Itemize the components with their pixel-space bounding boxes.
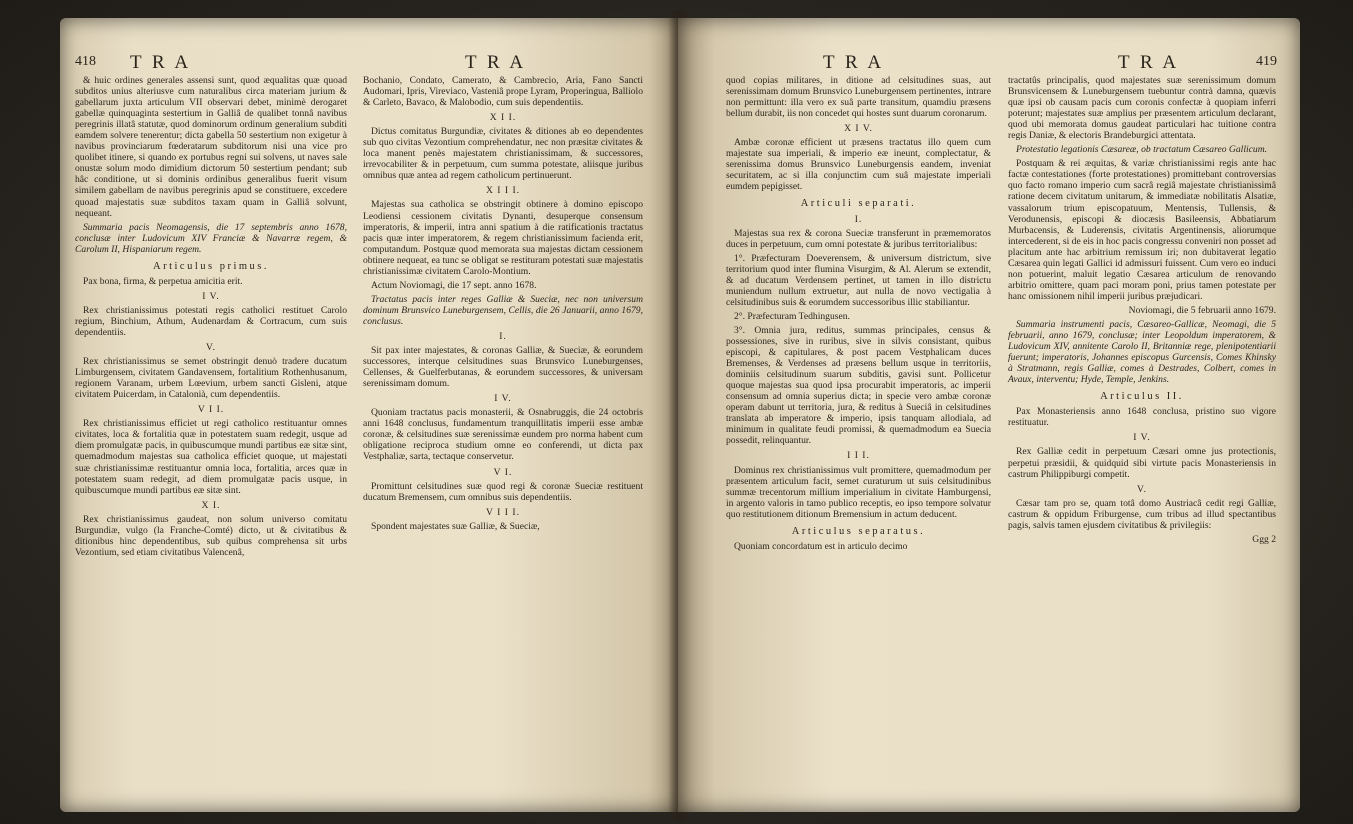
paragraph: Ambæ coronæ efficient ut præsens tractatus illo quem cum majestate sua imperiali, & imperio eæ ineunt, complectatur, & serenissima domus Brunsvico Luneburgensis eandem, inveniat securitatem, ac si illa conjunctim cum suâ majestate imperiali eumdem pepigisset. (726, 137, 991, 193)
paragraph: Pax bona, firma, & perpetua amicitia erit. (83, 275, 243, 287)
paragraph: Postquam & rei æquitas, & variæ christianissimi regis ante hac factæ contestationes (forte protestationes) promittebant controversias quo facto romano imperio cum sacrâ regiâ majestate christianissimâ ratione decem civitatum unitarum, & immediatæ nobilitatis Alsatiæ, vassalorum trium episcopatuum, Mentensis, Tullensis, & Verodunensis, episcopi & diocæsis Basileensis, Abbatiarum Murbacensis, & Luderensis, civitatis Argentinensis, aliorumque intercederent, si de eis in hoc pacis congressu conveniri non posset ad placitum ante hac arbitrium remissum iri; non dubitaverat legatio Cæsarea quin legati Gallici id admissuri fuissent. Cum vero eo induci non potuerint, maluit legatio Cæsarea articulum de renovando arbitrio omittere, quam paci moram poni, prius tamen potestate per hanc omissionem nihil imperii juribus præjudicari. (1008, 158, 1277, 302)
paragraph: 3°. Omnia jura, reditus, summas principales, census & possessiones, sive in ruribus, sive in silvis consistant, quibus episcopi, & capitulares, & post pacem Vestphalicam duces Bremenses, & Verdenses ad præsens bellum usque in territoriis, dominiis celsitudinum suarum subditis, gavisi sunt. Pollicetur quoque majestas sua quod ipsa procurabit imperatoris, ac imperii consensum ad omnia superius dicta; in specie vero ambæ coronæ operam dabunt ut territoria, jura, & reditus à Sueciâ in celsitudines translata ab imperatore & imperio, ipsis tanquam allodiala, ad minimum in qualitate feudi promissi, & quemadmodum ea Suecia possedit, relinquantur. (726, 324, 991, 447)
summary-heading: Summaria instrumenti pacis, Cæsareo-Gallicæ, Neomagi, die 5 februarii, anno 1679, conclusæ; inter Leopoldum imperatorem, & Ludovicum XIV, annitente Carolo II, Britanniæ rege, plenipotentiarii fuerunt; imperatoris, Johannes episcopus Gurcensis, Comes Khinsky à Stratmann, regis Galliæ, comes à Destrades, Colbert, comes in Avaux, interventu; Hyde, Temple, Jenkins. (1008, 318, 1276, 386)
right-column-2 (1008, 75, 1276, 548)
section-heading: X I V. (844, 123, 873, 135)
paragraph: Bochanio, Condato, Camerato, & Cambrecio, Aria, Fano Sancti Audomari, Ipris, Vireviaco, Vasteniâ prope Lyram, Properingua, Balliolo & Carleto, Bavaco, & Malobodio, cum suis dependentiis. (363, 75, 643, 109)
paragraph: tractatûs principalis, quod majestates suæ serenissimum domum Brunsvicensem & Luneburgensem tuebuntur contrà damna, quævis quæ ipsi ob causam pacis cum coronis confectæ à quopiam inferri poterunt; majestates suæ amplius per præsentem articulum declarant, quod ubi memorata domus gaudeat particulari hac tuitione contra regis Daniæ, & electoris Brandeburgici attentata. (1008, 75, 1276, 142)
summary-heading: Summaria pacis Neomagensis, die 17 septembris anno 1678, conclusæ inter Ludovicum XIV Franciæ & Navarræ regem, & Carolum II, Hispaniarum regem. (75, 221, 347, 255)
paragraph: 2°. Præfecturam Tedhingusen. (734, 310, 850, 322)
paragraph: Quoniam tractatus pacis monasterii, & Osnabruggis, die 24 octobris anni 1648 conclusus, fundamentum tranquillitatis imperii esse ambæ coronæ, & celsitudines suæ serenissimæ eundem pro norma habent cum obligatione reciproca studium omne eo conferendi, ut dicta pax Vestphaliæ, sarta, tectaque conservetur. (363, 407, 643, 463)
section-heading: Articulus II. (1100, 391, 1184, 403)
paragraph: quod copias militares, in ditione ad celsitudines suas, aut serenissimam domum Brunsvico Luneburgensem pertinentes, intrare non permittunt: illa vero ex suâ parte transitum, quamdiu præsens bellum durabit, iis non concedet qui hostes sunt duarum coronarum. (726, 75, 991, 120)
right-page (678, 18, 1300, 812)
paragraph: Noviomagi, die 5 februarii anno 1679. (1128, 304, 1276, 316)
right-running-head-a: T R A (823, 52, 885, 73)
left-column-1 (75, 75, 347, 561)
section-heading: X I I. (489, 112, 517, 124)
section-heading: V I I I. (486, 506, 520, 518)
section-heading: Articulus separatus. (791, 525, 926, 537)
right-running-head-b: T R A (1118, 52, 1180, 73)
paragraph: Rex christianissimus se semet obstringit denuò tradere ducatum Limburgensem, civitatem Gandavensem, fortalitium Rothenhusanum, regionem Varanam, urbem Lœevium, urbem sancti Gisleni, atque civitatem Puicerdam, in Catalonià, cum dependentiis. (75, 356, 347, 401)
right-column-1 (726, 75, 991, 555)
left-running-head-a: T R A (130, 52, 192, 73)
section-heading: V. (205, 342, 217, 354)
section-heading: I I I. (847, 450, 870, 462)
section-heading: I V. (202, 290, 220, 302)
left-page (60, 18, 678, 812)
summary-heading: Tractatus pacis inter reges Galliæ & Sueciæ, nec non universum dominum Brunsvico Luneburgensem, Cellis, die 26 Januarii, anno 1679, conclusus. (363, 293, 643, 327)
paragraph: Rex Galliæ cedit in perpetuum Cæsari omne jus protectionis, perpetui præsidii, & quidquid sibi virtute pacis Monasteriensis in castrum Philippiburgi competit. (1008, 446, 1276, 480)
paragraph: Rex christianissimus gaudeat, non solum universo comitatu Burgundiæ, vulgo (la Franche-Comté) dicto, ut & civitatibus & ditionibus hinc dependentibus, sub quibus comprehensa sit urbs Vezontium, sed etiam civitatibus Valencenâ, (75, 513, 347, 558)
paragraph: Dictus comitatus Burgundiæ, civitates & ditiones ab eo dependentes sub quo civitas Vezontium comprehendatur, nec non præsitæ civitates & loca manent penès majestatem christianissimam, & successores, irrevocabiliter & in perpetuum, cum summa potestate, aliisque juribus omnibus quæ antea ad regem catholicum pertinuerunt. (363, 126, 643, 182)
summary-heading: Protestatio legationis Cæsareæ, ob tractatum Cæsareo Gallicum. (1016, 144, 1268, 156)
paragraph: Spondent majestates suæ Galliæ, & Sueciæ, (371, 520, 540, 532)
section-heading: V I I. (197, 404, 225, 416)
section-heading: V I. (493, 466, 513, 478)
paragraph: Cæsar tam pro se, quam totâ domo Austriacâ cedit regi Galliæ, castrum & oppidum Friburgense, cum tribus ad illud spectantibus pagis, salvis tamen ejusdem civitatibus & privilegiis: (1008, 497, 1276, 531)
paragraph: Quoniam concordatum est in articulo decimo (734, 540, 908, 552)
paragraph: 1°. Præfecturam Doeverensem, & universum districtum, sive territorium quod inter flumina Visurgim, & Al. Alerum se extendit, & ad ducatum Verdensem pertinet, ut tamen in illo districtu muniendum nullum extruetur, aut nulla de novo vectigalia à celsitudinibus suis & eorumdem successoribus illic stabiliantur. (726, 252, 991, 308)
paragraph: & huic ordines generales assensi sunt, quod æqualitas quæ quoad subditos unius alteriusve cum naturalibus circa materiam jurium & gabellarum juxta articulum VII observari debet, minimè derogaret gabellæ quinquaginta sestertium in Galliâ de qualibet tonnâ navibus peregrinis illatâ statutæ, quod dominorum ordinum generalium subditi eamdem solvere tenerentur; dicta gabella 50 sestertium non exigetur à navibus provinciarum fœderatarum subditorum nisi una vice pro quolibet itinere, si quando ex portubus regni sui solvens, ut naves sale onustæ solum modo dimidium dictorum 50 sestertium pendant; sub hâc conditione, ut si dominis ordinibus generalibus fuerit visum similem gabellam de navibus peregrinis apud se constituere, excedere quoad majestatis suæ subditos taxam quam in Galliâ solvunt, nequeant. (75, 75, 347, 219)
section-heading: I V. (494, 393, 512, 405)
paragraph: Ggg 2 (1252, 533, 1276, 545)
section-heading: X I I I. (485, 185, 521, 197)
paragraph: Sit pax inter majestates, & coronas Galliæ, & Sueciæ, & eorundem successores, interque celsitudines suas Brunsvico Luneburgenses, Cellenses, & Guelferbutanas, & eorundem successores, & universam serenissimam domum. (363, 345, 643, 390)
left-running-head-b: T R A (465, 52, 527, 73)
paragraph: Rex christianissimus efficiet ut regi catholico restituantur omnes civitates, loca & fortalitia quæ in potestatem suam redegit, usque ad diem promulgatæ pacis, in quibuscumque mundi partibus eæ sitæ sint, quemadmodum majestas sua catholica efficiet quoque, ut majestati suæ christianissimæ restituantur omnia loca, fortalitia, arces quæ in potestatem suam redegit, ad diem promulgatæ pacis usque, in quibuscumque mundi partibus eæ sitæ sint. (75, 418, 347, 496)
section-heading: I. (499, 330, 507, 342)
section-heading: Articuli separati. (800, 198, 917, 210)
section-heading: I. (854, 213, 863, 225)
left-page-number: 418 (75, 54, 96, 69)
section-heading: V. (1136, 483, 1148, 495)
section-heading: Articulus primus. (153, 260, 269, 272)
paragraph: Pax Monasteriensis anno 1648 conclusa, pristino suo vigore restituatur. (1008, 406, 1276, 429)
section-heading: X I. (201, 499, 221, 511)
paragraph: Promittunt celsitudines suæ quod regi & coronæ Sueciæ restituent ducatum Bremensem, cum omnibus suis dependentiis. (363, 480, 643, 503)
right-page-number: 419 (1256, 54, 1277, 69)
left-column-2 (363, 75, 643, 535)
paragraph: Rex christianissimus potestati regis catholici restituet Carolo regium, Binchium, Athum, Audenardam & Cortracum, cum suis dependentiis. (75, 304, 347, 338)
section-heading: I V. (1133, 432, 1151, 444)
paragraph: Majestas sua catholica se obstringit obtinere à domino episcopo Leodiensi cessionem civitatis Dynanti, desuperque consensum imperatoris, & imperii, intra anni spatium à die ratificationis tractatus pacis quæ inter imperatorem, & regem christianissimum facienda erit, computandum. Postquæ quod memorata sua majestas dictam cessionem obtinere nequeat, ea tunc se obligat se restituram potestati suæ majestatis christianissimæ civitatem Carolo-Montium. (363, 199, 644, 277)
paragraph: Actum Noviomagi, die 17 sept. anno 1678. (371, 279, 537, 291)
paragraph: Dominus rex christianissimus vult promittere, quemadmodum per præsentem articulum facit, semet curaturum ut suis celsitudinibus summæ trecentorum millium imperialium in civitate Hamburgensi, in argento valoris in tamo publico receptis, eo ipso tempore solvatur quo restitutionem ditionum Bremensium in actum deducent. (726, 464, 991, 520)
paragraph: Majestas sua rex & corona Sueciæ transferunt in præmemoratos duces in perpetuum, cum omni potestate & juribus territorialibus: (726, 227, 991, 250)
